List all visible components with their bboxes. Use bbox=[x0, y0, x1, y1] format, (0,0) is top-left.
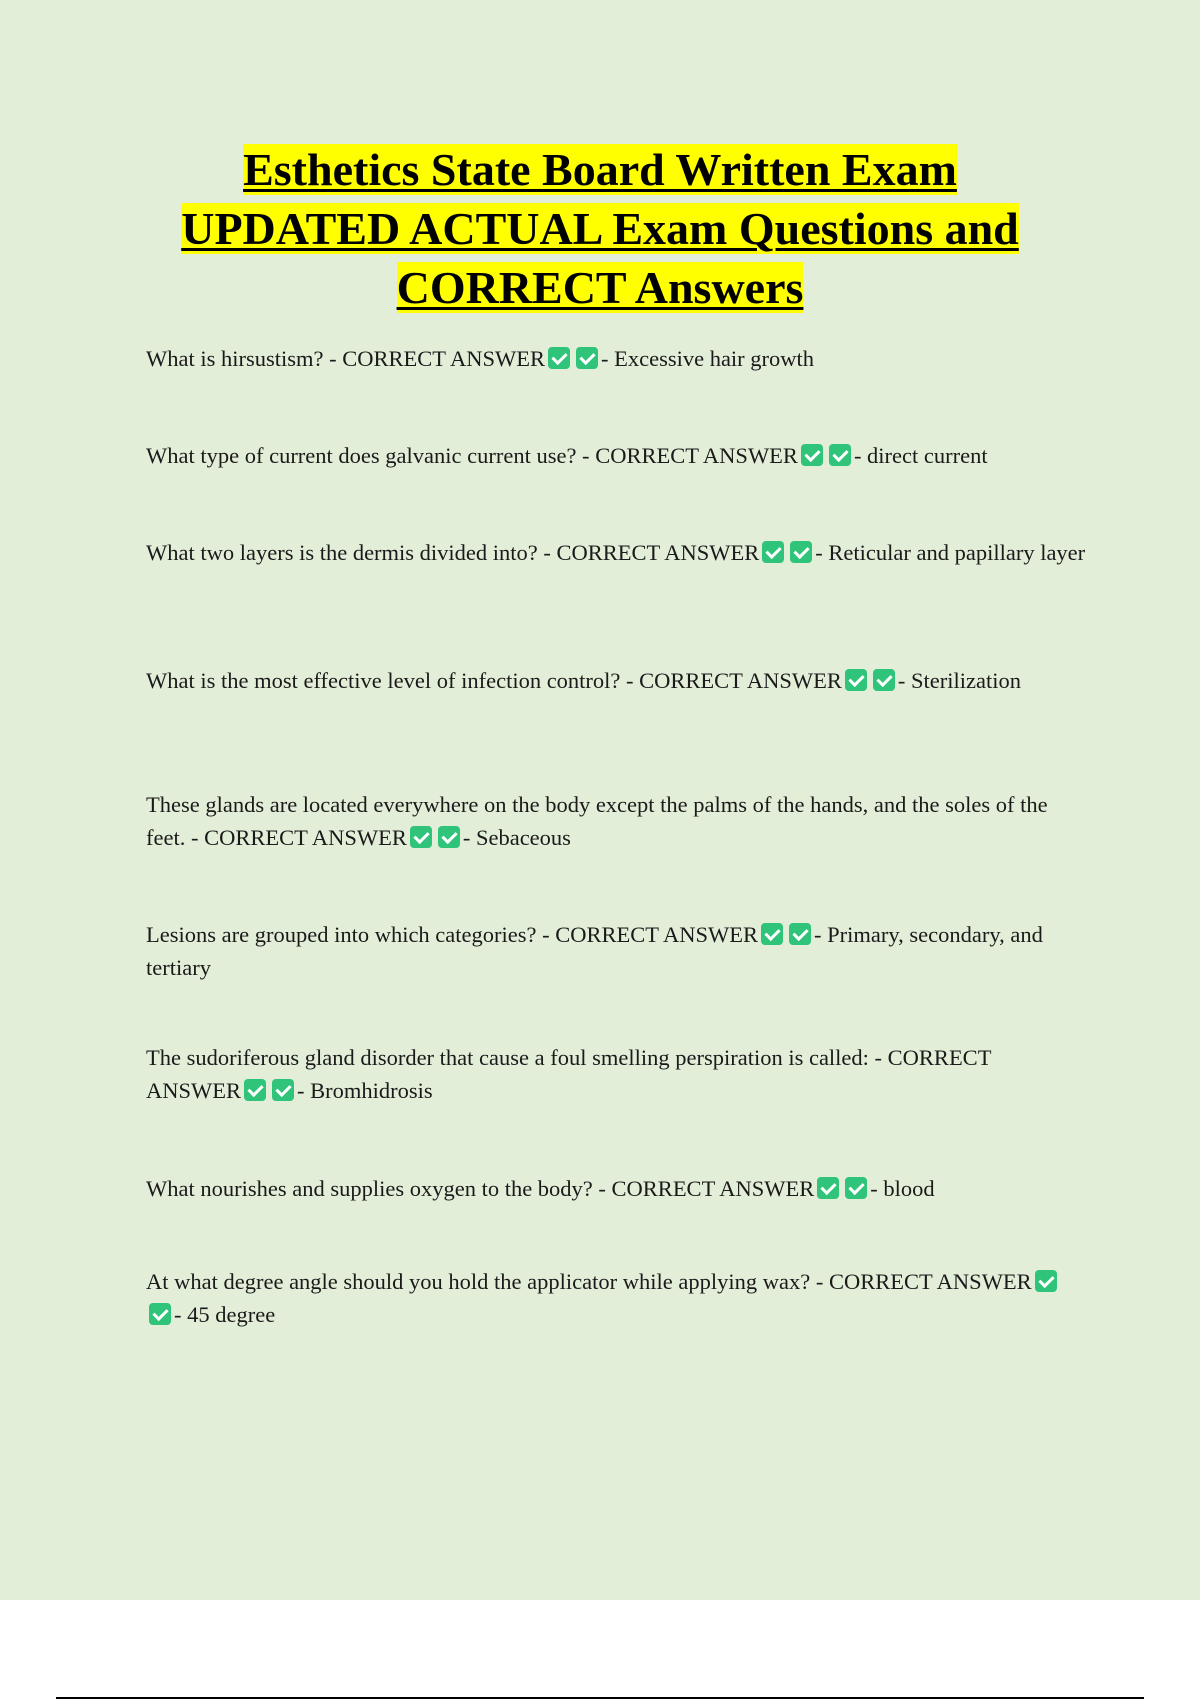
qa-item-5 bbox=[146, 788, 1086, 854]
answer-text: - Bromhidrosis bbox=[297, 1078, 433, 1103]
answer-text: - Excessive hair growth bbox=[600, 346, 815, 371]
answer-marker: CORRECT ANSWER bbox=[611, 1176, 815, 1201]
check-box-icon bbox=[438, 826, 460, 848]
question-text: What type of current does galvanic current use? - bbox=[146, 443, 596, 468]
check-box-icon bbox=[845, 669, 867, 691]
qa-item-1 bbox=[146, 342, 1086, 375]
answer-marker: CORRECT ANSWER bbox=[342, 346, 545, 371]
question-text: At what degree angle should you hold the applicator while applying wax? - bbox=[146, 1269, 829, 1294]
answer-text: - blood bbox=[870, 1176, 935, 1201]
check-box-icon bbox=[790, 541, 812, 563]
check-box-icon bbox=[1035, 1270, 1057, 1292]
question-text: These glands are located everywhere on the body except the palms of the hands, and the soles of the feet. - bbox=[146, 792, 1048, 850]
check-box-icon bbox=[845, 1177, 867, 1199]
question-text: Lesions are grouped into which categories? - bbox=[146, 922, 556, 947]
footer-divider bbox=[56, 1697, 1144, 1699]
title-line-2: UPDATED ACTUAL Exam Questions and bbox=[181, 203, 1019, 254]
question-text: What nourishes and supplies oxygen to the body? - bbox=[146, 1176, 612, 1201]
qa-item-8 bbox=[146, 1172, 1086, 1205]
qa-item-9 bbox=[146, 1265, 1086, 1331]
question-text: What two layers is the dermis divided into? - bbox=[146, 540, 557, 565]
answer-text: - Sebaceous bbox=[462, 825, 571, 850]
check-box-icon bbox=[761, 923, 783, 945]
check-box-icon bbox=[762, 541, 784, 563]
answer-text: - Primary, secondary, and tertiary bbox=[146, 922, 1043, 980]
answer-marker: CORRECT ANSWER bbox=[828, 1269, 1032, 1294]
check-box-icon bbox=[244, 1079, 266, 1101]
document-title bbox=[100, 140, 1100, 317]
check-box-icon bbox=[817, 1177, 839, 1199]
check-box-icon bbox=[873, 669, 895, 691]
question-text: What is the most effective level of infection control? - bbox=[146, 668, 640, 693]
answer-text: - Reticular and papillary layer bbox=[815, 540, 1086, 565]
answer-text: - Sterilization bbox=[897, 668, 1021, 693]
answer-text: - direct current bbox=[853, 443, 988, 468]
check-box-icon bbox=[149, 1303, 171, 1325]
answer-marker: CORRECT ANSWER bbox=[595, 443, 798, 468]
check-box-icon bbox=[410, 826, 432, 848]
check-box-icon bbox=[576, 347, 598, 369]
check-box-icon bbox=[801, 444, 823, 466]
answer-text: - 45 degree bbox=[174, 1302, 276, 1327]
qa-item-2 bbox=[146, 439, 1086, 472]
answer-marker: CORRECT ANSWER bbox=[555, 922, 758, 947]
check-box-icon bbox=[548, 347, 570, 369]
qa-item-3 bbox=[146, 536, 1086, 569]
check-box-icon bbox=[829, 444, 851, 466]
qa-item-4 bbox=[146, 664, 1086, 697]
title-line-1: Esthetics State Board Written Exam bbox=[243, 144, 957, 195]
answer-marker: CORRECT ANSWER bbox=[204, 825, 407, 850]
answer-marker: CORRECT ANSWER bbox=[146, 1045, 992, 1103]
qa-item-7 bbox=[146, 1041, 1086, 1107]
question-text: What is hirsustism? - bbox=[146, 346, 343, 371]
title-line-3: CORRECT Answers bbox=[396, 262, 804, 313]
answer-marker: CORRECT ANSWER bbox=[639, 668, 842, 693]
qa-item-6 bbox=[146, 918, 1086, 984]
question-text: The sudoriferous gland disorder that cause a foul smelling perspiration is called: - bbox=[146, 1045, 888, 1070]
answer-marker: CORRECT ANSWER bbox=[556, 540, 760, 565]
check-box-icon bbox=[789, 923, 811, 945]
check-box-icon bbox=[272, 1079, 294, 1101]
